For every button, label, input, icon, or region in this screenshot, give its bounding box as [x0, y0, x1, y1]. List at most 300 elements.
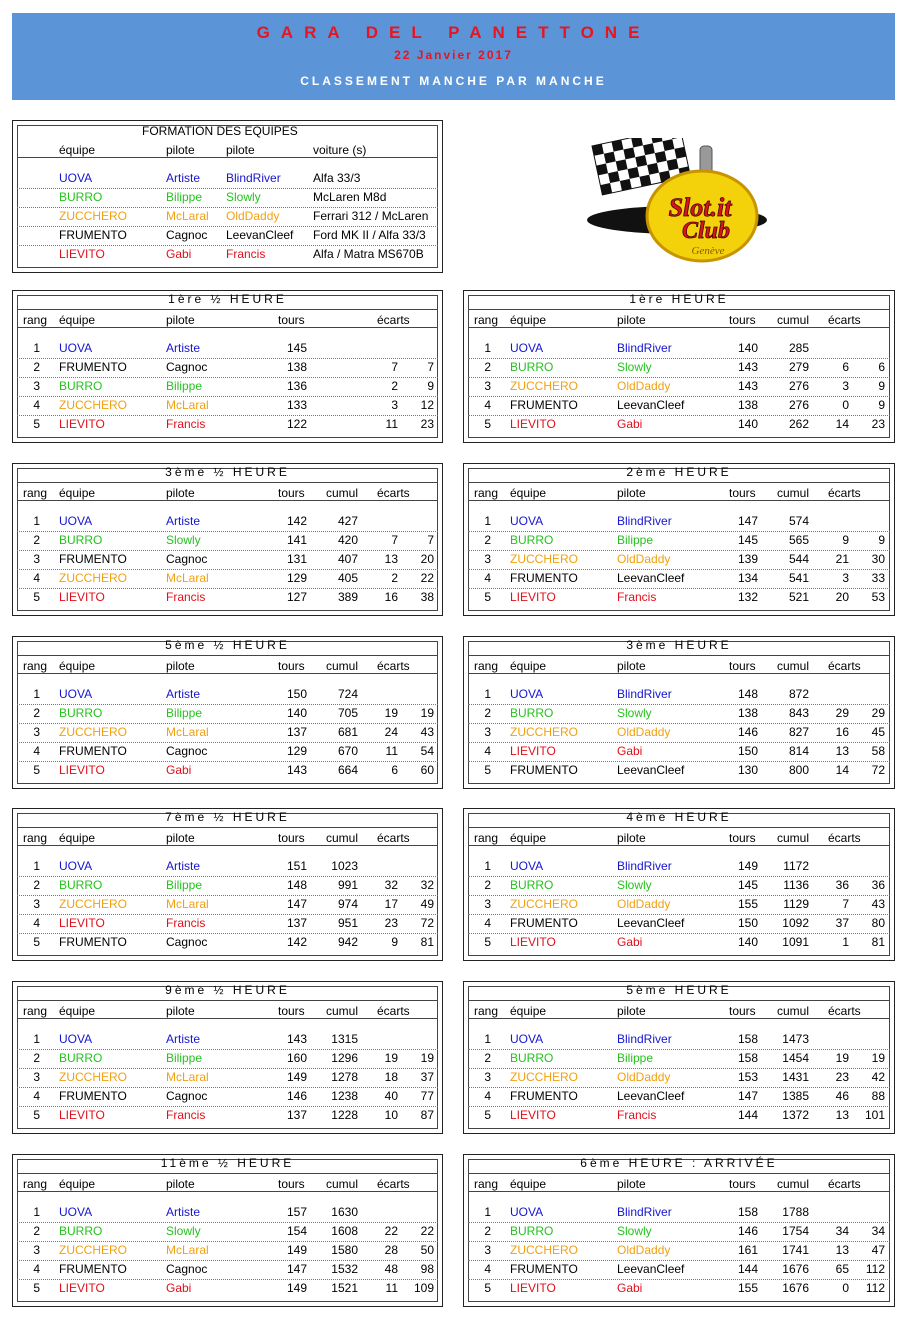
cumulative: 389	[337, 590, 358, 604]
cumulative: 279	[788, 360, 809, 374]
laps: 144	[737, 1108, 758, 1122]
team-name: UOVA	[59, 859, 93, 873]
rank: 2	[484, 878, 491, 892]
rank: 3	[33, 379, 40, 393]
pilot-name: LeevanCleef	[617, 571, 685, 585]
team-name: BURRO	[510, 878, 554, 892]
team-name: LIEVITO	[59, 1281, 105, 1295]
gap-leader: 58	[871, 744, 885, 758]
divider	[468, 827, 890, 828]
rank: 4	[33, 916, 40, 930]
column-header: rang	[474, 313, 499, 327]
cumulative: 827	[788, 725, 809, 739]
cumulative: 1741	[782, 1243, 809, 1257]
pilot-name: BlindRiver	[617, 859, 672, 873]
column-header: cumul	[777, 1004, 810, 1018]
row-divider	[468, 723, 890, 724]
column-header: rang	[23, 313, 48, 327]
column-header: écarts	[377, 659, 410, 673]
pilot-name: Cagnoc	[166, 552, 208, 566]
team-name: ZUCCHERO	[59, 725, 127, 739]
gap-leader: 9	[878, 533, 885, 547]
team-name: UOVA	[510, 859, 544, 873]
rank: 5	[33, 1281, 40, 1295]
laps: 132	[737, 590, 758, 604]
gap-previous: 28	[384, 1243, 398, 1257]
row-divider	[468, 876, 890, 877]
cumulative: 565	[788, 533, 809, 547]
row-divider	[17, 226, 438, 227]
gap-previous: 20	[835, 590, 849, 604]
rank: 2	[33, 878, 40, 892]
pilot-name: Bilippe	[166, 706, 203, 720]
rank: 4	[33, 1089, 40, 1103]
team-name: FRUMENTO	[59, 1089, 127, 1103]
team-name: BURRO	[59, 533, 103, 547]
pilot-name: OldDaddy	[617, 379, 671, 393]
team-name: ZUCCHERO	[59, 1070, 127, 1084]
cumulative: 1129	[783, 897, 809, 911]
table-title: 11ème ½ HEURE	[160, 1156, 295, 1170]
laps: 158	[737, 1032, 758, 1046]
column-header: rang	[474, 486, 499, 500]
team-name: LIEVITO	[59, 590, 105, 604]
divider	[17, 327, 438, 328]
laps: 138	[737, 706, 758, 720]
column-header: tours	[278, 486, 305, 500]
car-name: Ford MK II / Alfa 33/3	[313, 228, 426, 242]
team-name: BURRO	[59, 706, 103, 720]
divider	[468, 1191, 890, 1192]
team-name: FRUMENTO	[59, 744, 127, 758]
divider	[468, 673, 890, 674]
cumulative: 1532	[331, 1262, 358, 1276]
gap-leader: 98	[420, 1262, 434, 1276]
divider	[17, 1018, 438, 1019]
laps: 145	[737, 533, 758, 547]
gap-previous: 19	[835, 1051, 849, 1065]
gap-leader: 80	[871, 916, 885, 930]
cumulative: 1454	[782, 1051, 809, 1065]
rank: 5	[484, 763, 491, 777]
row-divider	[468, 761, 890, 762]
laps: 149	[286, 1243, 307, 1257]
rank: 4	[33, 398, 40, 412]
column-header: cumul	[777, 1177, 810, 1191]
pilot-name: LeevanCleef	[226, 228, 294, 242]
column-header: tours	[729, 486, 756, 500]
laps: 144	[737, 1262, 758, 1276]
cumulative: 427	[337, 514, 358, 528]
gap-leader: 29	[871, 706, 885, 720]
gap-previous: 3	[391, 398, 398, 412]
laps: 143	[737, 379, 758, 393]
gap-leader: 87	[420, 1108, 434, 1122]
rank: 3	[33, 552, 40, 566]
row-divider	[17, 569, 438, 570]
rank: 3	[484, 897, 491, 911]
rank: 4	[33, 1262, 40, 1276]
divider	[17, 845, 438, 846]
laps: 158	[737, 1051, 758, 1065]
gap-previous: 13	[384, 552, 398, 566]
rank: 1	[484, 1205, 491, 1219]
pilot-name: LeevanCleef	[617, 398, 685, 412]
pilot-name: Gabi	[617, 935, 643, 949]
team-name: ZUCCHERO	[510, 725, 578, 739]
laps: 129	[286, 744, 307, 758]
row-divider	[468, 933, 890, 934]
cumulative: 681	[337, 725, 358, 739]
gap-leader: 34	[871, 1224, 885, 1238]
gap-leader: 88	[871, 1089, 885, 1103]
gap-leader: 54	[420, 744, 434, 758]
team-name: UOVA	[59, 171, 93, 185]
pilot-name: Cagnoc	[166, 360, 208, 374]
column-header: pilote	[617, 1004, 646, 1018]
rank: 2	[33, 706, 40, 720]
pilot-name: BlindRiver	[617, 1205, 672, 1219]
column-header: rang	[23, 486, 48, 500]
row-divider	[17, 761, 438, 762]
gap-leader: 6	[878, 360, 885, 374]
pilot-name: BlindRiver	[617, 687, 672, 701]
gap-leader: 20	[420, 552, 434, 566]
rank: 4	[484, 916, 491, 930]
laps: 143	[286, 763, 307, 777]
cumulative: 420	[337, 533, 358, 547]
divider	[17, 482, 438, 483]
standings-table	[463, 808, 895, 961]
cumulative: 670	[337, 744, 358, 758]
column-header: pilote	[166, 831, 195, 845]
team-name: UOVA	[59, 514, 93, 528]
row-divider	[17, 207, 438, 208]
column-header: équipe	[510, 1004, 547, 1018]
laps: 139	[737, 552, 758, 566]
gap-previous: 9	[842, 533, 849, 547]
rank: 3	[484, 1243, 491, 1257]
divider	[468, 1173, 890, 1174]
rank: 5	[484, 1108, 491, 1122]
gap-previous: 3	[842, 571, 849, 585]
gap-leader: 30	[871, 552, 885, 566]
gap-leader: 32	[420, 878, 434, 892]
row-divider	[17, 1106, 438, 1107]
laps: 151	[286, 859, 307, 873]
pilot-name: Bilippe	[617, 533, 654, 547]
row-divider	[17, 933, 438, 934]
column-header: écarts	[828, 659, 861, 673]
column-header: rang	[474, 659, 499, 673]
team-name: BURRO	[59, 379, 103, 393]
column-header: pilote	[617, 1177, 646, 1191]
cumulative: 1676	[782, 1262, 809, 1276]
standings-table	[12, 808, 443, 961]
row-divider	[17, 358, 438, 359]
gap-leader: 23	[871, 417, 885, 431]
standings-table	[12, 981, 443, 1134]
rank: 1	[484, 1032, 491, 1046]
rank: 1	[33, 687, 40, 701]
cumulative: 1228	[331, 1108, 358, 1122]
standings-table	[463, 1154, 895, 1307]
team-name: ZUCCHERO	[510, 1243, 578, 1257]
column-header: cumul	[777, 313, 810, 327]
column-header: tours	[278, 659, 305, 673]
gap-previous: 11	[385, 1281, 398, 1295]
pilot-name: Francis	[226, 247, 266, 261]
column-header: rang	[23, 1004, 48, 1018]
gap-previous: 21	[835, 552, 849, 566]
laps: 141	[286, 533, 307, 547]
column-header: écarts	[828, 831, 861, 845]
laps: 158	[737, 1205, 758, 1219]
gap-leader: 109	[413, 1281, 434, 1295]
row-divider	[468, 1241, 890, 1242]
gap-leader: 9	[427, 379, 434, 393]
divider	[468, 327, 890, 328]
cumulative: 974	[337, 897, 358, 911]
cumulative: 1608	[331, 1224, 358, 1238]
pilot-name: OldDaddy	[226, 209, 280, 223]
gap-leader: 101	[864, 1108, 885, 1122]
gap-previous: 1	[842, 935, 849, 949]
gap-previous: 19	[384, 706, 398, 720]
team-name: UOVA	[59, 1032, 93, 1046]
laps: 145	[286, 341, 307, 355]
column-header: équipe	[59, 1177, 96, 1191]
divider	[468, 482, 890, 483]
gap-leader: 9	[878, 398, 885, 412]
pilot-name: Gabi	[166, 1281, 192, 1295]
laps: 134	[737, 571, 758, 585]
column-header: équipe	[59, 486, 96, 500]
team-name: BURRO	[59, 1051, 103, 1065]
pilot-name: Bilippe	[166, 878, 203, 892]
column-header: rang	[23, 659, 48, 673]
car-name: Alfa / Matra MS670B	[313, 247, 424, 261]
gap-previous: 7	[842, 897, 849, 911]
laps: 147	[286, 1262, 307, 1276]
laps: 136	[286, 379, 307, 393]
pilot-name: Slowly	[226, 190, 261, 204]
gap-previous: 9	[391, 935, 398, 949]
standings-table	[463, 290, 895, 443]
gap-leader: 60	[420, 763, 434, 777]
gap-leader: 45	[871, 725, 885, 739]
laps: 149	[737, 859, 758, 873]
column-header: pilote	[617, 659, 646, 673]
cumulative: 262	[788, 417, 809, 431]
gap-previous: 13	[835, 1243, 849, 1257]
team-name: UOVA	[510, 514, 544, 528]
row-divider	[17, 550, 438, 551]
divider	[468, 1018, 890, 1019]
pilot-name: McLaral	[166, 571, 209, 585]
rank: 3	[33, 897, 40, 911]
team-name: LIEVITO	[59, 1108, 105, 1122]
team-name: ZUCCHERO	[59, 1243, 127, 1257]
divider	[468, 655, 890, 656]
column-header: écarts	[828, 313, 861, 327]
row-divider	[468, 377, 890, 378]
column-header: tours	[278, 1177, 305, 1191]
standings-table	[12, 1154, 443, 1307]
pilot-name: Francis	[166, 1108, 206, 1122]
team-name: FRUMENTO	[510, 1262, 578, 1276]
gap-leader: 23	[420, 417, 434, 431]
cumulative: 1172	[783, 859, 809, 873]
gap-leader: 12	[420, 398, 434, 412]
row-divider	[17, 1087, 438, 1088]
rank: 5	[33, 590, 40, 604]
gap-leader: 19	[871, 1051, 885, 1065]
header-banner	[12, 13, 895, 100]
gap-leader: 77	[420, 1089, 434, 1103]
team-name: FRUMENTO	[510, 398, 578, 412]
column-header: écarts	[377, 486, 410, 500]
rank: 4	[484, 398, 491, 412]
event-date: 22 Janvier 2017	[394, 48, 513, 62]
rank: 1	[484, 514, 491, 528]
team-name: LIEVITO	[510, 935, 556, 949]
pilot-name: Artiste	[166, 514, 201, 528]
pilot-name: Francis	[166, 590, 206, 604]
rank: 1	[484, 687, 491, 701]
gap-previous: 2	[391, 379, 398, 393]
column-header: pilote	[166, 1004, 195, 1018]
column-header: tours	[278, 831, 305, 845]
pilot-name: LeevanCleef	[617, 1262, 685, 1276]
cumulative: 664	[337, 763, 358, 777]
row-divider	[17, 914, 438, 915]
laps: 150	[286, 687, 307, 701]
rank: 2	[33, 360, 40, 374]
pilot-name: Bilippe	[166, 379, 203, 393]
column-header: cumul	[326, 486, 359, 500]
column-header: écarts	[377, 1004, 410, 1018]
rank: 3	[33, 1243, 40, 1257]
rank: 1	[484, 341, 491, 355]
team-name: BURRO	[59, 190, 103, 204]
laps: 147	[286, 897, 307, 911]
pilot-name: McLaral	[166, 1070, 209, 1084]
laps: 149	[286, 1070, 307, 1084]
cumulative: 1136	[783, 878, 809, 892]
column-header: pilote	[617, 313, 646, 327]
column-header: pilote	[617, 486, 646, 500]
gap-previous: 65	[835, 1262, 849, 1276]
row-divider	[468, 415, 890, 416]
pilot-name: LeevanCleef	[617, 916, 685, 930]
pilot-name: Artiste	[166, 341, 201, 355]
row-divider	[17, 377, 438, 378]
team-name: FRUMENTO	[510, 571, 578, 585]
car-name: Ferrari 312 / McLaren	[313, 209, 429, 223]
row-divider	[468, 588, 890, 589]
column-header: tours	[278, 313, 305, 327]
pilot-name: Francis	[166, 916, 206, 930]
cumulative: 843	[788, 706, 809, 720]
row-divider	[468, 1049, 890, 1050]
divider	[17, 1000, 438, 1001]
rank: 2	[484, 1051, 491, 1065]
standings-table	[12, 463, 443, 616]
team-name: ZUCCHERO	[510, 379, 578, 393]
gap-previous: 17	[384, 897, 398, 911]
team-name: FRUMENTO	[510, 1089, 578, 1103]
column-header: écarts	[828, 1004, 861, 1018]
cumulative: 1092	[782, 916, 809, 930]
gap-previous: 23	[835, 1070, 849, 1084]
gap-previous: 13	[835, 744, 849, 758]
pilot-name: OldDaddy	[617, 897, 671, 911]
pilot-name: Bilippe	[617, 1051, 654, 1065]
divider	[468, 1000, 890, 1001]
laps: 146	[737, 1224, 758, 1238]
team-name: ZUCCHERO	[59, 897, 127, 911]
car-name: Alfa 33/3	[313, 171, 361, 185]
team-name: ZUCCHERO	[510, 552, 578, 566]
table-title: 3ème ½ HEURE	[165, 465, 290, 479]
car-name: McLaren M8d	[313, 190, 387, 204]
column-header: cumul	[326, 1004, 359, 1018]
column-header: cumul	[777, 831, 810, 845]
row-divider	[17, 1068, 438, 1069]
column-header: cumul	[326, 1177, 359, 1191]
team-name: BURRO	[510, 1051, 554, 1065]
cumulative: 1278	[331, 1070, 358, 1084]
column-header: tours	[729, 1004, 756, 1018]
gap-previous: 7	[391, 360, 398, 374]
column-header: équipe	[510, 659, 547, 673]
pilot-name: OldDaddy	[617, 725, 671, 739]
pilot-name: LeevanCleef	[617, 1089, 685, 1103]
laps: 146	[286, 1089, 307, 1103]
pilot-name: Artiste	[166, 687, 201, 701]
standings-table	[463, 981, 895, 1134]
team-name: ZUCCHERO	[510, 1070, 578, 1084]
divider	[17, 500, 438, 501]
team-name: UOVA	[510, 687, 544, 701]
pilot-name: Slowly	[166, 1224, 201, 1238]
laps: 161	[737, 1243, 758, 1257]
column-header: rang	[474, 1177, 499, 1191]
rank: 1	[484, 859, 491, 873]
gap-leader: 49	[420, 897, 434, 911]
column-header: tours	[278, 1004, 305, 1018]
column-header: équipe	[510, 486, 547, 500]
team-name: LIEVITO	[59, 417, 105, 431]
laps: 148	[286, 878, 307, 892]
table-title: 1ère HEURE	[629, 292, 729, 306]
cumulative: 574	[788, 514, 809, 528]
team-name: FRUMENTO	[510, 763, 578, 777]
gap-previous: 16	[835, 725, 849, 739]
row-divider	[17, 1222, 438, 1223]
row-divider	[468, 1068, 890, 1069]
column-header: écarts	[828, 486, 861, 500]
laps: 140	[737, 417, 758, 431]
gap-previous: 48	[384, 1262, 398, 1276]
formation-header: voiture (s)	[313, 143, 367, 157]
formation-header: pilote	[226, 143, 255, 157]
gap-leader: 42	[871, 1070, 885, 1084]
rank: 5	[33, 763, 40, 777]
team-name: UOVA	[510, 341, 544, 355]
pilot-name: Slowly	[617, 706, 652, 720]
